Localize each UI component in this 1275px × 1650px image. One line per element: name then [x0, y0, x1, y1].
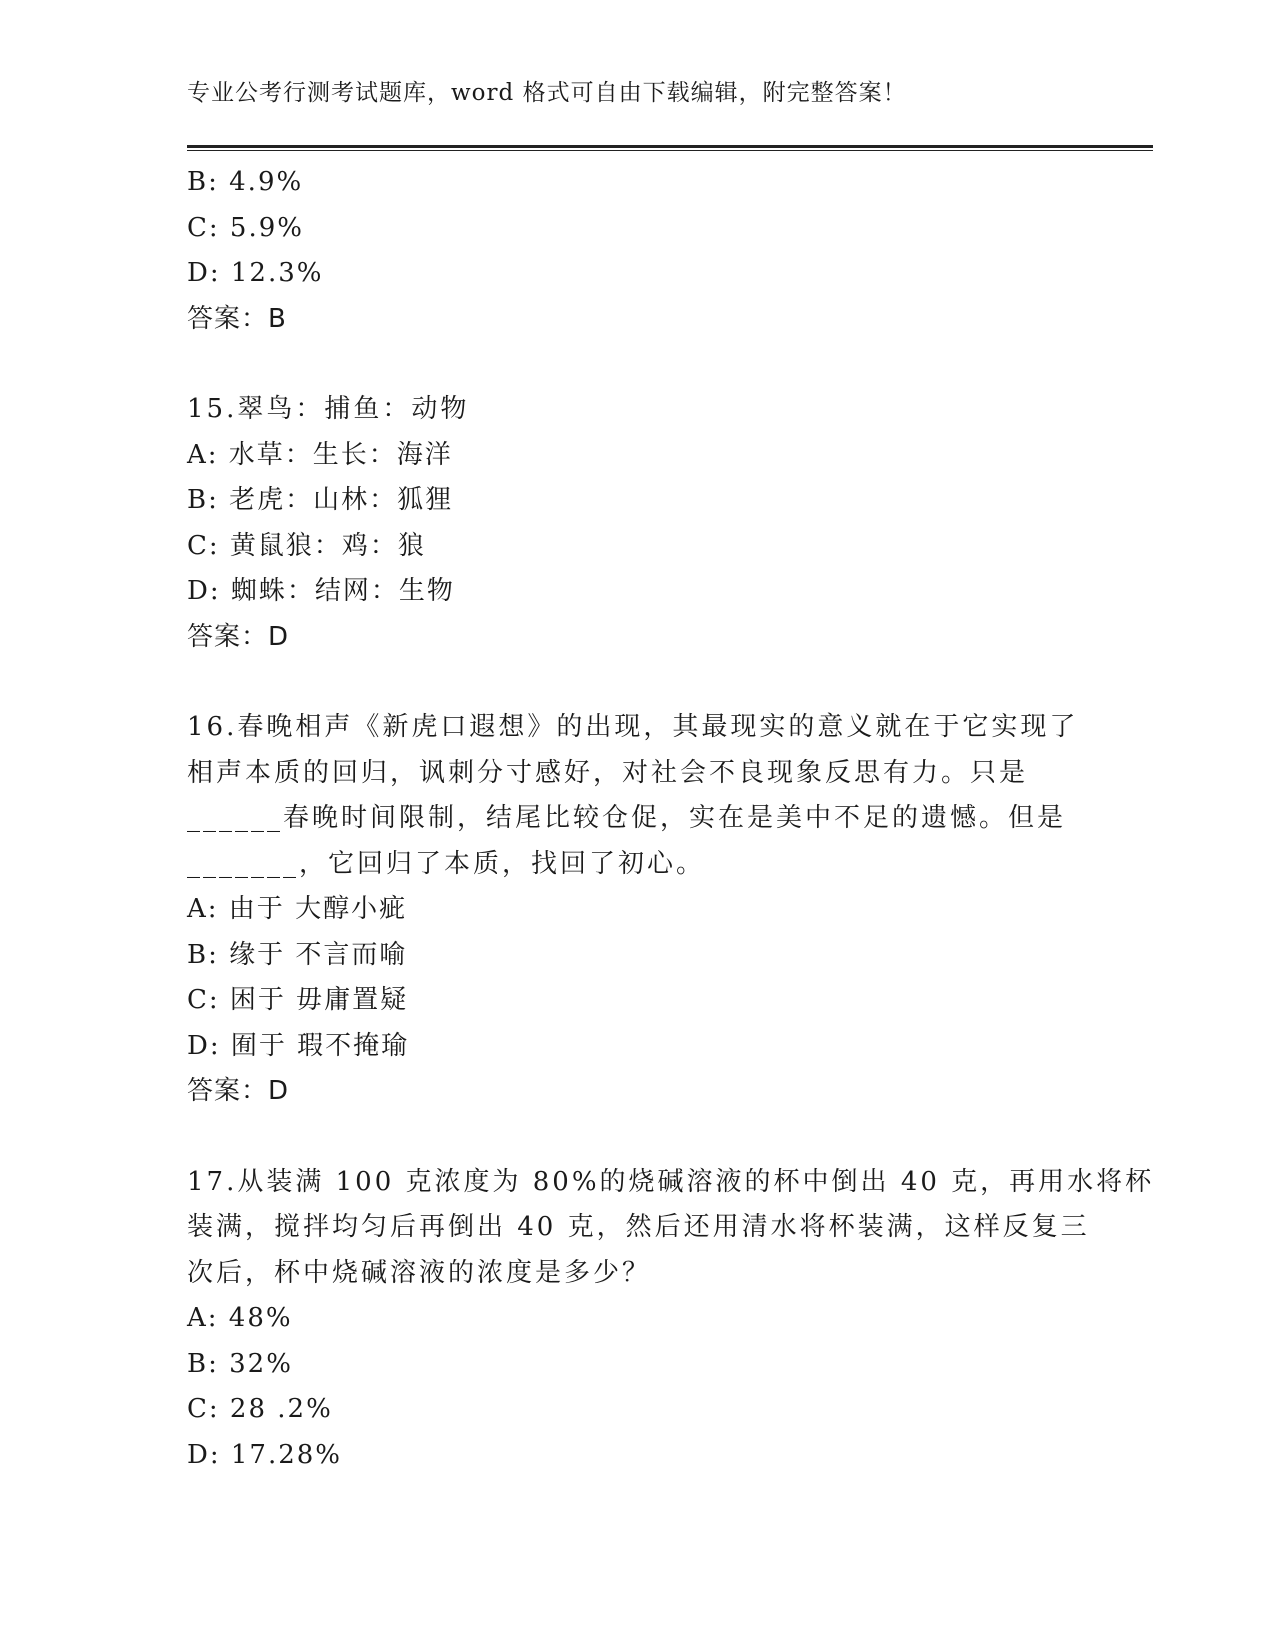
question-17 — [187, 1160, 1155, 1479]
option-b: B: 老虎：山林：狐狸 — [187, 485, 454, 515]
answer-line: 答案：D — [187, 621, 290, 652]
question-14-options — [187, 160, 1087, 342]
answer-line: 答案：B — [187, 303, 287, 334]
option-b: B: 缘于 不言而喻 — [187, 939, 408, 970]
question-stem-line: 16.春晚相声《新虎口遐想》的出现，其最现实的意义就在于它实现了 — [187, 712, 1079, 742]
question-16 — [187, 705, 1087, 1115]
question-stem-line: 相声本质的回归，讽刺分寸感好，对社会不良现象反思有力。只是 — [187, 757, 1029, 788]
option-c: C: 5.9% — [187, 212, 304, 243]
option-d: D: 17.28% — [187, 1439, 343, 1470]
option-a: A: 由于 大醇小疵 — [187, 894, 408, 924]
option-a: A: 48% — [187, 1303, 293, 1333]
answer-line: 答案：D — [187, 1076, 290, 1106]
option-c: C: 黄鼠狼：鸡：狼 — [187, 530, 426, 561]
question-stem-line: _______，它回归了本质，找回了初心。 — [187, 848, 706, 879]
question-stem-line: 次后，杯中烧碱溶液的浓度是多少？ — [187, 1257, 652, 1288]
option-b: B: 32% — [187, 1348, 293, 1379]
question-stem-line: 17.从装满 100 克浓度为 80%的烧碱溶液的杯中倒出 40 克，再用水将杯 — [187, 1166, 1155, 1197]
option-c: C: 困于 毋庸置疑 — [187, 985, 409, 1015]
option-b: B: 4.9% — [187, 167, 304, 197]
question-content — [187, 160, 1155, 1478]
question-stem-line: 装满，搅拌均匀后再倒出 40 克，然后还用清水将杯装满，这样反复三 — [187, 1212, 1090, 1242]
option-c: C: 28 .2% — [187, 1394, 333, 1424]
option-a: A: 水草：生长：海洋 — [187, 439, 453, 470]
question-stem-line: ______春晚时间限制，结尾比较仓促，实在是美中不足的遗憾。但是 — [187, 803, 1067, 833]
question-15 — [187, 387, 1087, 660]
question-stem: 15.翠鸟：捕鱼：动物 — [187, 394, 470, 424]
option-d: D: 蜘蛛：结网：生物 — [187, 576, 455, 606]
option-d: D: 12.3% — [187, 258, 324, 288]
option-d: D: 囿于 瑕不掩瑜 — [187, 1030, 410, 1061]
page-header: 专业公考行测考试题库，word 格式可自由下载编辑，附完整答案！ — [187, 80, 907, 106]
header-rule-thick — [187, 145, 1153, 148]
header-rule-thin — [187, 150, 1153, 151]
